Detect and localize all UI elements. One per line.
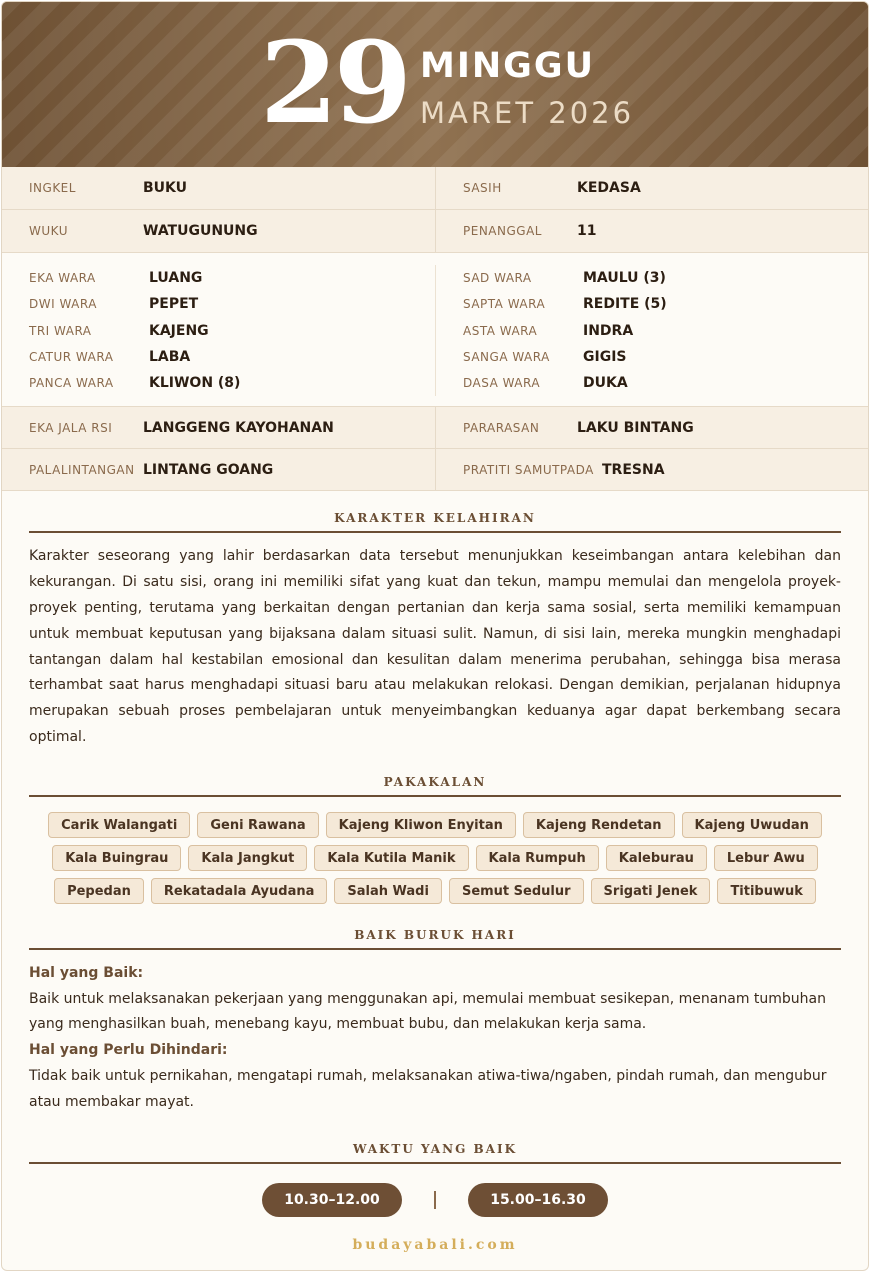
wara-label: CATUR WARA bbox=[29, 350, 114, 365]
pakakalan-section bbox=[2, 751, 868, 904]
pakakalan-tag: Kajeng Uwudan bbox=[682, 812, 822, 838]
wara-label: ASTA WARA bbox=[463, 323, 538, 338]
pakakalan-title: PAKAKALAN bbox=[29, 775, 841, 797]
wara-value: DUKA bbox=[583, 375, 628, 392]
baik-buruk-section bbox=[2, 904, 868, 1116]
karakter-section bbox=[2, 491, 868, 750]
month-year: MARET 2026 bbox=[420, 96, 635, 130]
wara-row bbox=[463, 265, 868, 291]
pakakalan-tag: Kaleburau bbox=[606, 845, 707, 871]
info-value: TRESNA bbox=[602, 461, 665, 478]
info-value: BUKU bbox=[143, 180, 188, 196]
info-cell-eka-jala-rsi bbox=[2, 407, 435, 448]
pakakalan-tags bbox=[29, 797, 841, 904]
time-slot-pill: 15.00–16.30 bbox=[468, 1183, 608, 1217]
wara-row bbox=[463, 370, 868, 396]
pakakalan-tag: Kala Jangkut bbox=[188, 845, 307, 871]
info-cell-penanggal bbox=[435, 210, 868, 252]
waktu-title: WAKTU YANG BAIK bbox=[29, 1142, 841, 1164]
info-label: PENANGGAL bbox=[463, 224, 542, 238]
wara-label: TRI WARA bbox=[29, 323, 92, 338]
good-label: Hal yang Baik: bbox=[29, 964, 144, 981]
pakakalan-tag: Srigati Jenek bbox=[591, 878, 711, 904]
wara-value: KAJENG bbox=[149, 322, 209, 339]
pakakalan-tag: Rekatadala Ayudana bbox=[151, 878, 328, 904]
wara-row bbox=[29, 291, 435, 317]
pakakalan-tag: Kala Buingrau bbox=[52, 845, 181, 871]
wara-value: MAULU (3) bbox=[583, 270, 666, 287]
wara-row bbox=[29, 344, 435, 370]
info-value: LINTANG GOANG bbox=[143, 461, 274, 478]
info-label: PRATITI SAMUTPADA bbox=[463, 462, 594, 477]
wara-block bbox=[2, 253, 868, 407]
info-value: LANGGENG KAYOHANAN bbox=[143, 419, 334, 436]
day-name: MINGGU bbox=[420, 46, 596, 86]
karakter-text: Karakter seseorang yang lahir berdasarkan data tersebut menunjukkan keseimbangan antara kelebihan dan kekurangan. Di satu sisi, orang ini memiliki sifat yang kuat dan tekun, mampu memulai dan mengelola proyek-proyek penting, terutama yang berkaitan dengan pertanian dan kerja sama sosial, serta memiliki kemampuan untuk membuat keputusan yang bijaksana dalam situasi sulit. Namun, di sisi lain, mereka mungkin menghadapi tantangan dalam hal kestabilan emosional dan kesulitan dalam menerima perubahan, sehingga bisa merasa terhambat saat harus menghadapi situasi baru atau melakukan relokasi. Dengan demikian, perjalanan hidupnya merupakan sebuah proses pembelajaran untuk menyeimbangkan keduanya agar dapat berkembang secara optimal. bbox=[29, 548, 841, 746]
info-row-wuku bbox=[2, 210, 868, 253]
info-label: SASIH bbox=[463, 181, 502, 195]
wara-label: EKA WARA bbox=[29, 271, 96, 286]
pakakalan-tag: Semut Sedulur bbox=[449, 878, 584, 904]
wara-label: DASA WARA bbox=[463, 376, 541, 391]
karakter-title: KARAKTER KELAHIRAN bbox=[29, 511, 841, 533]
wara-label: SAD WARA bbox=[463, 271, 532, 286]
wara-value: REDITE (5) bbox=[583, 296, 667, 313]
pakakalan-tag: Geni Rawana bbox=[197, 812, 318, 838]
waktu-section bbox=[2, 1116, 868, 1217]
wara-value: INDRA bbox=[583, 322, 634, 339]
time-separator bbox=[434, 1191, 436, 1209]
wara-row bbox=[463, 344, 868, 370]
bad-label: Hal yang Perlu Dihindari: bbox=[29, 1042, 228, 1059]
wara-value: GIGIS bbox=[583, 349, 627, 366]
wara-value: KLIWON (8) bbox=[149, 375, 241, 392]
wara-label: DWI WARA bbox=[29, 297, 97, 312]
footer-brand: budayabali.com bbox=[352, 1236, 518, 1253]
info-cell-wuku bbox=[2, 210, 435, 252]
wara-value: LABA bbox=[149, 349, 191, 366]
wara-row bbox=[463, 291, 868, 317]
pakakalan-tag: Pepedan bbox=[54, 878, 144, 904]
wara-column-left bbox=[2, 265, 435, 396]
time-slots bbox=[29, 1164, 841, 1217]
info-value: LAKU BINTANG bbox=[577, 419, 694, 436]
info-label: PARARASAN bbox=[463, 420, 540, 435]
wara-label: PANCA WARA bbox=[29, 376, 114, 391]
pakakalan-tag: Titibuwuk bbox=[717, 878, 815, 904]
pakakalan-tag: Kajeng Rendetan bbox=[523, 812, 675, 838]
info-cell-sasih bbox=[435, 167, 868, 209]
info-value: KEDASA bbox=[577, 180, 641, 196]
info-label: EKA JALA RSI bbox=[29, 420, 113, 435]
info-row-eka-jala-rsi bbox=[2, 407, 868, 449]
info-value: WATUGUNUNG bbox=[143, 223, 258, 239]
info-cell-palalintangan bbox=[2, 449, 435, 490]
pakakalan-tag: Lebur Awu bbox=[714, 845, 818, 871]
pakakalan-tag: Kajeng Kliwon Enyitan bbox=[326, 812, 516, 838]
info-cell-ingkel bbox=[2, 167, 435, 209]
wara-row bbox=[29, 265, 435, 291]
info-label: INGKEL bbox=[29, 181, 76, 195]
baik-buruk-title: BAIK BURUK HARI bbox=[29, 928, 841, 950]
info-value: 11 bbox=[577, 223, 597, 239]
day-number: 29 bbox=[260, 18, 408, 149]
time-slot-pill: 10.30–12.00 bbox=[262, 1183, 402, 1217]
wara-label: SAPTA WARA bbox=[463, 297, 546, 312]
pakakalan-tag: Kala Rumpuh bbox=[476, 845, 599, 871]
bad-text: Tidak baik untuk pernikahan, mengatapi rumah, melaksanakan atiwa-tiwa/ngaben, pindah rumah, dan mengubur atau membakar mayat. bbox=[29, 1068, 827, 1110]
pakakalan-tag: Kala Kutila Manik bbox=[314, 845, 468, 871]
baik-buruk-body bbox=[29, 950, 841, 1116]
info-cell-pratiti-samutpada bbox=[435, 449, 868, 490]
good-text: Baik untuk melaksanakan pekerjaan yang menggunakan api, memulai membuat sesikepan, menanam tumbuhan yang menghasilkan buah, menebang kayu, membuat bubu, dan melakukan kerja sama. bbox=[29, 990, 826, 1033]
pakakalan-tag: Salah Wadi bbox=[334, 878, 442, 904]
wara-row bbox=[29, 318, 435, 344]
info-label: WUKU bbox=[29, 224, 68, 238]
calendar-card bbox=[1, 1, 869, 1271]
wara-value: PEPET bbox=[149, 296, 199, 313]
info-cell-pararasan bbox=[435, 407, 868, 448]
info-row-palalintangan bbox=[2, 449, 868, 491]
info-label: PALALINTANGAN bbox=[29, 462, 135, 477]
info-row-ingkel bbox=[2, 167, 868, 210]
wara-column-right bbox=[435, 265, 868, 396]
wara-label: SANGA WARA bbox=[463, 350, 550, 365]
wara-row bbox=[463, 318, 868, 344]
wara-row bbox=[29, 370, 435, 396]
date-header bbox=[2, 2, 868, 167]
pakakalan-tag: Carik Walangati bbox=[48, 812, 190, 838]
wara-value: LUANG bbox=[149, 270, 203, 287]
